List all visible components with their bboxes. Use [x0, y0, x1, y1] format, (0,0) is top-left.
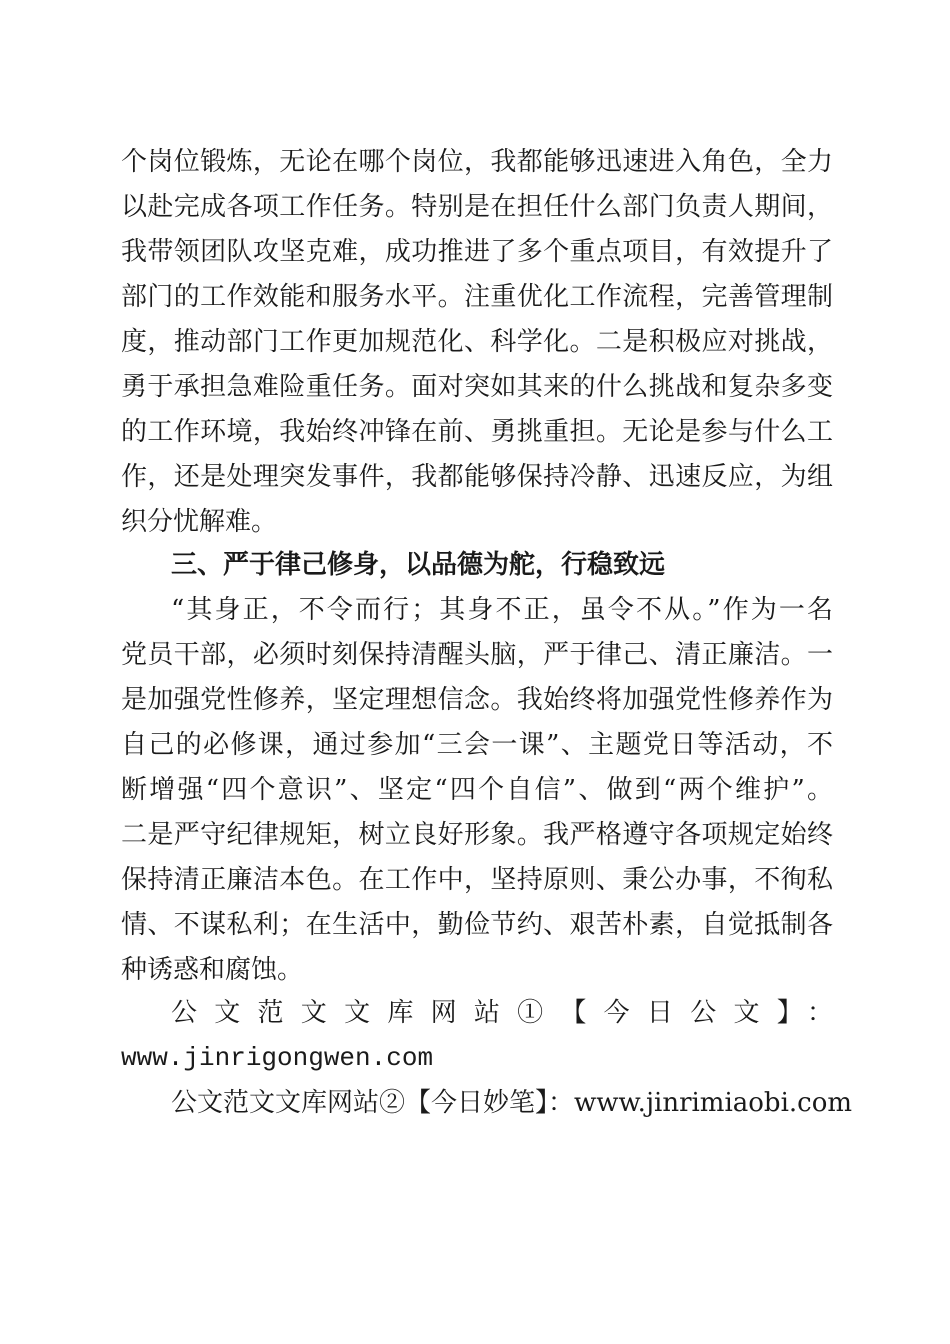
- website-link-2[interactable]: 公文范文文库网站②【今日妙笔】：www.jinrimiaobi.com: [171, 1088, 853, 1118]
- body-text-line: 种诱惑和腐蚀。: [121, 955, 304, 985]
- body-text-line: 二是严守纪律规矩，树立良好形象。我严格遵守各项规定始终: [121, 820, 833, 850]
- body-text-line: 织分忧解难。: [121, 507, 278, 537]
- body-text-line: 情、不谋私利；在生活中，勤俭节约、艰苦朴素，自觉抵制各: [121, 910, 833, 940]
- body-text-line: 的工作环境，我始终冲锋在前、勇挑重担。无论是参与什么工: [121, 417, 833, 447]
- section-heading: 三、严于律己修身，以品德为舵，行稳致远: [171, 550, 666, 580]
- body-text-line: 个岗位锻炼，无论在哪个岗位，我都能够迅速进入角色，全力: [121, 147, 833, 177]
- body-text-line: 部门的工作效能和服务水平。注重优化工作流程，完善管理制: [121, 282, 833, 312]
- body-text-line: 党员干部，必须时刻保持清醒头脑，严于律己、清正廉洁。一: [121, 640, 833, 670]
- website-link-1-label: 公文范文文库网站①【今日公文】：: [171, 998, 833, 1028]
- body-text-line: 保持清正廉洁本色。在工作中，坚持原则、秉公办事，不徇私: [121, 865, 833, 895]
- body-text-line: 是加强党性修养，坚定理想信念。我始终将加强党性修养作为: [121, 685, 833, 715]
- body-text-line: 断增强“四个意识”、坚定“四个自信”、做到“两个维护”。: [121, 775, 833, 805]
- body-text-line: 我带领团队攻坚克难，成功推进了多个重点项目，有效提升了: [121, 237, 833, 267]
- body-text-line: 自己的必修课，通过参加“三会一课”、主题党日等活动，不: [121, 730, 833, 760]
- body-text-line: 作，还是处理突发事件，我都能够保持冷静、迅速反应，为组: [121, 462, 833, 492]
- website-link-1-url[interactable]: www.jinrigongwen.com: [121, 1043, 434, 1073]
- body-text-line: 勇于承担急难险重任务。面对突如其来的什么挑战和复杂多变: [121, 372, 833, 402]
- body-text-line: “其身正，不令而行；其身不正，虽令不从。”作为一名: [171, 595, 833, 625]
- body-text-line: 度，推动部门工作更加规范化、科学化。二是积极应对挑战，: [121, 327, 833, 357]
- body-text-line: 以赴完成各项工作任务。特别是在担任什么部门负责人期间，: [121, 192, 833, 222]
